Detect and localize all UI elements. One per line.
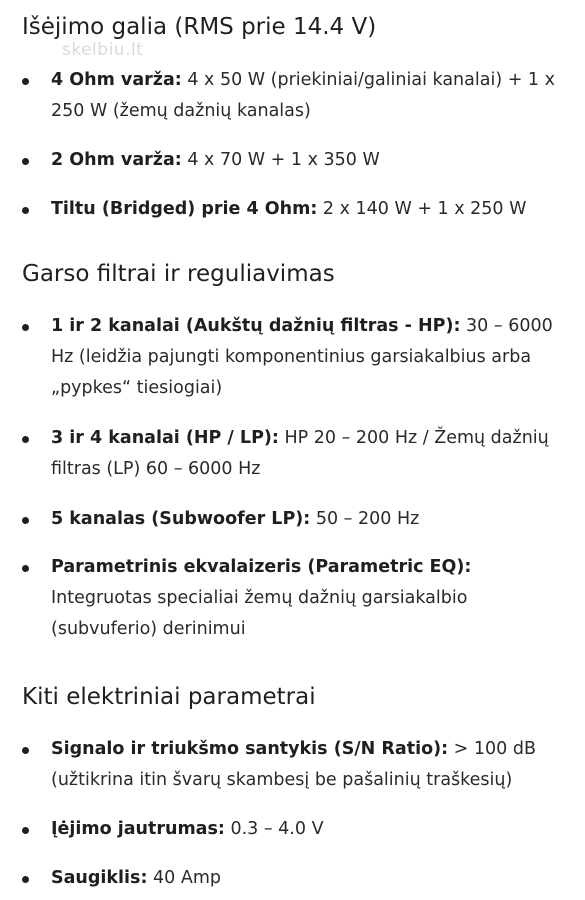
item-value: 40 Amp [147, 868, 221, 888]
item-value: 0.3 – 4.0 V [224, 819, 324, 839]
item-value: 30 – 6000 Hz (leidžia pajungti komponentinius garsiakalbius arba „pypkes“ tiesiogiai) [51, 316, 553, 398]
item-text [51, 311, 571, 404]
item-label: Tiltu (Bridged) prie 4 Ohm: [51, 199, 318, 219]
item-text [51, 145, 571, 176]
item-text [51, 552, 571, 645]
item-label: 2 Ohm varža: [51, 150, 182, 170]
item-label: Signalo ir triukšmo santykis (S/N Ratio): [51, 739, 449, 759]
watermark: skelbiu.lt [62, 40, 144, 60]
item-label: Saugiklis: [51, 868, 148, 888]
item-label: Parametrinis ekvalaizeris (Parametric EQ): [51, 557, 472, 577]
bullet-icon [22, 78, 29, 85]
item-text [51, 504, 571, 535]
item-value: Integruotas specialiai žemų dažnių garsiakalbio (subvuferio) derinimui [51, 588, 468, 639]
item-text [51, 734, 571, 796]
item-text [51, 65, 571, 127]
section-title-filters: Garso filtrai ir reguliavimas [22, 261, 335, 287]
bullet-icon [22, 207, 29, 214]
item-value: 2 x 140 W + 1 x 250 W [317, 199, 527, 219]
item-text [51, 814, 571, 845]
bullet-icon [22, 436, 29, 443]
bullet-icon [22, 517, 29, 524]
item-text [51, 423, 571, 485]
item-text [51, 194, 571, 225]
item-value: 50 – 200 Hz [310, 509, 420, 529]
item-label: 3 ir 4 kanalai (HP / LP): [51, 428, 279, 448]
bullet-icon [22, 158, 29, 165]
item-label: 4 Ohm varža: [51, 70, 182, 90]
bullet-icon [22, 324, 29, 331]
item-label: 5 kanalas (Subwoofer LP): [51, 509, 311, 529]
section-title-electrical: Kiti elektriniai parametrai [22, 684, 316, 710]
item-text [51, 863, 571, 894]
bullet-icon [22, 827, 29, 834]
item-label: Įėjimo jautrumas: [51, 819, 225, 839]
item-value: 4 x 50 W (priekiniai/galiniai kanalai) + 1 x 250 W (žemų dažnių kanalas) [51, 70, 555, 121]
bullet-icon [22, 747, 29, 754]
item-value: 4 x 70 W + 1 x 350 W [181, 150, 380, 170]
section-title-output-power: Išėjimo galia (RMS prie 14.4 V) [22, 14, 377, 40]
item-value: > 100 dB (užtikrina itin švarų skambesį be pašalinių traškesių) [51, 739, 536, 790]
bullet-icon [22, 565, 29, 572]
bullet-icon [22, 876, 29, 883]
item-value: HP 20 – 200 Hz / Žemų dažnių filtras (LP) 60 – 6000 Hz [51, 428, 549, 479]
item-label: 1 ir 2 kanalai (Aukštų dažnių filtras - HP): [51, 316, 461, 336]
